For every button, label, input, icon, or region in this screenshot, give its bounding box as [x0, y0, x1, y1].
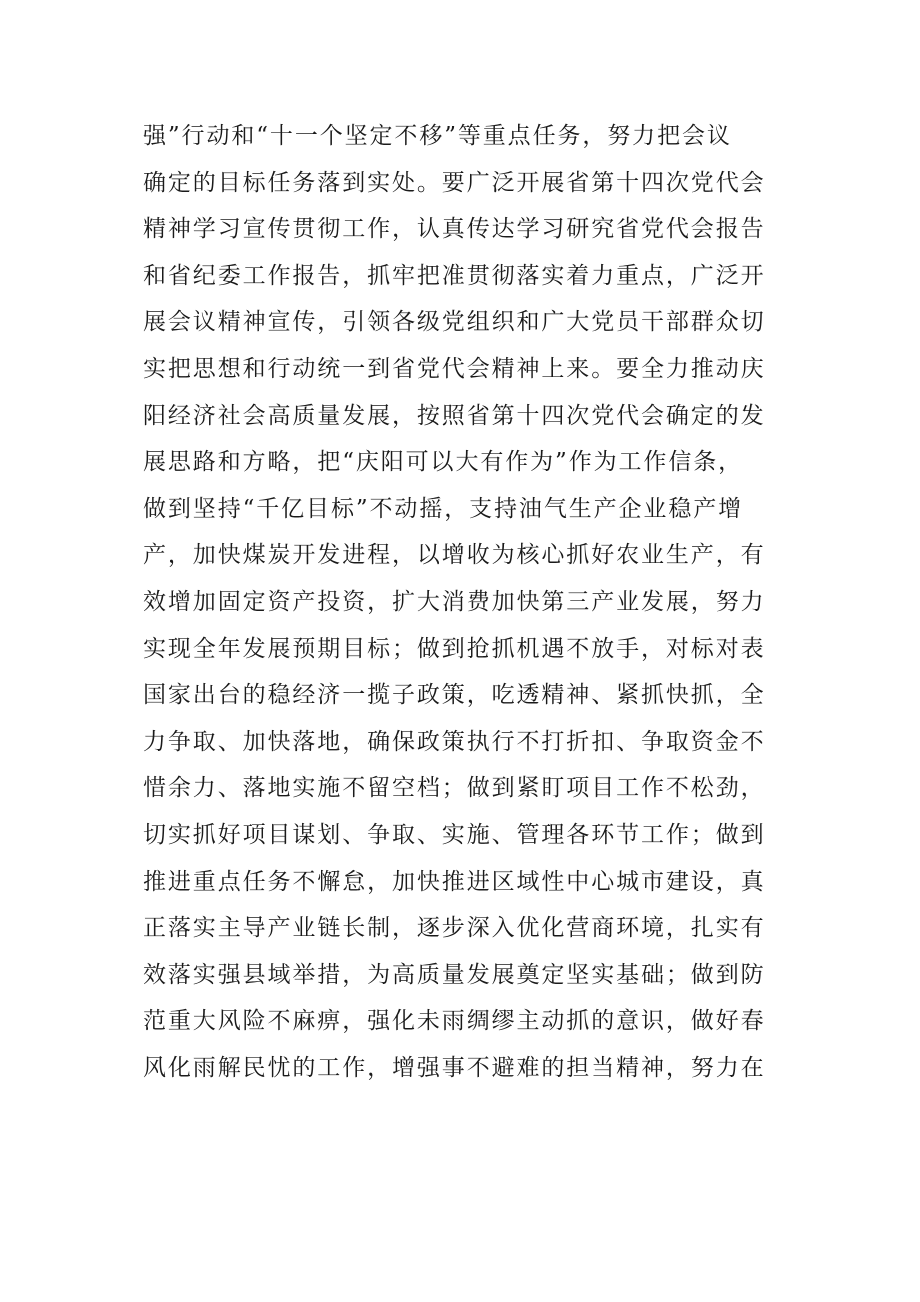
text-line: 确定的目标任务落到实处。要广泛开展省第十四次党代会	[143, 169, 766, 196]
text-line: 和省纪委工作报告，抓牢把准贯彻落实着力重点，广泛开	[143, 262, 766, 289]
text-line: 国家出台的稳经济一揽子政策，吃透精神、紧抓快抓，全	[143, 682, 766, 709]
text-line: 实把思想和行动统一到省党代会精神上来。要全力推动庆	[143, 355, 766, 382]
text-line: 推进重点任务不懈怠，加快推进区域性中心城市建设，真	[143, 868, 766, 895]
text-line: 切实抓好项目谋划、争取、实施、管理各环节工作；做到	[143, 821, 766, 848]
text-line: 实现全年发展预期目标；做到抢抓机遇不放手，对标对表	[143, 635, 766, 662]
text-line: 做到坚持“千亿目标”不动摇，支持油气生产企业稳产增	[143, 495, 744, 522]
text-line: 强”行动和“十一个坚定不移”等重点任务，努力把会议	[143, 123, 732, 149]
body-paragraph	[143, 113, 783, 1091]
text-line: 阳经济社会高质量发展，按照省第十四次党代会确定的发	[143, 402, 766, 429]
text-line: 展思路和方略，把“庆阳可以大有作为”作为工作信条，	[143, 449, 744, 476]
text-line: 效落实强县域举措，为高质量发展奠定坚实基础；做到防	[143, 961, 766, 988]
text-line: 效增加固定资产投资，扩大消费加快第三产业发展，努力	[143, 588, 766, 615]
text-line: 力争取、加快落地，确保政策执行不打折扣、争取资金不	[143, 728, 766, 755]
text-line: 产，加快煤炭开发进程，以增收为核心抓好农业生产，有	[143, 542, 766, 569]
text-line: 精神学习宣传贯彻工作，认真传达学习研究省党代会报告	[143, 216, 766, 243]
text-line: 正落实主导产业链长制，逐步深入优化营商环境，扎实有	[143, 915, 766, 942]
text-line: 风化雨解民忧的工作，增强事不避难的担当精神，努力在	[143, 1054, 766, 1081]
text-line: 展会议精神宣传，引领各级党组织和广大党员干部群众切	[143, 309, 766, 336]
text-line: 范重大风险不麻痹，强化未雨绸缪主动抓的意识，做好春	[143, 1008, 766, 1035]
text-line: 惜余力、落地实施不留空档；做到紧盯项目工作不松劲，	[143, 775, 766, 802]
